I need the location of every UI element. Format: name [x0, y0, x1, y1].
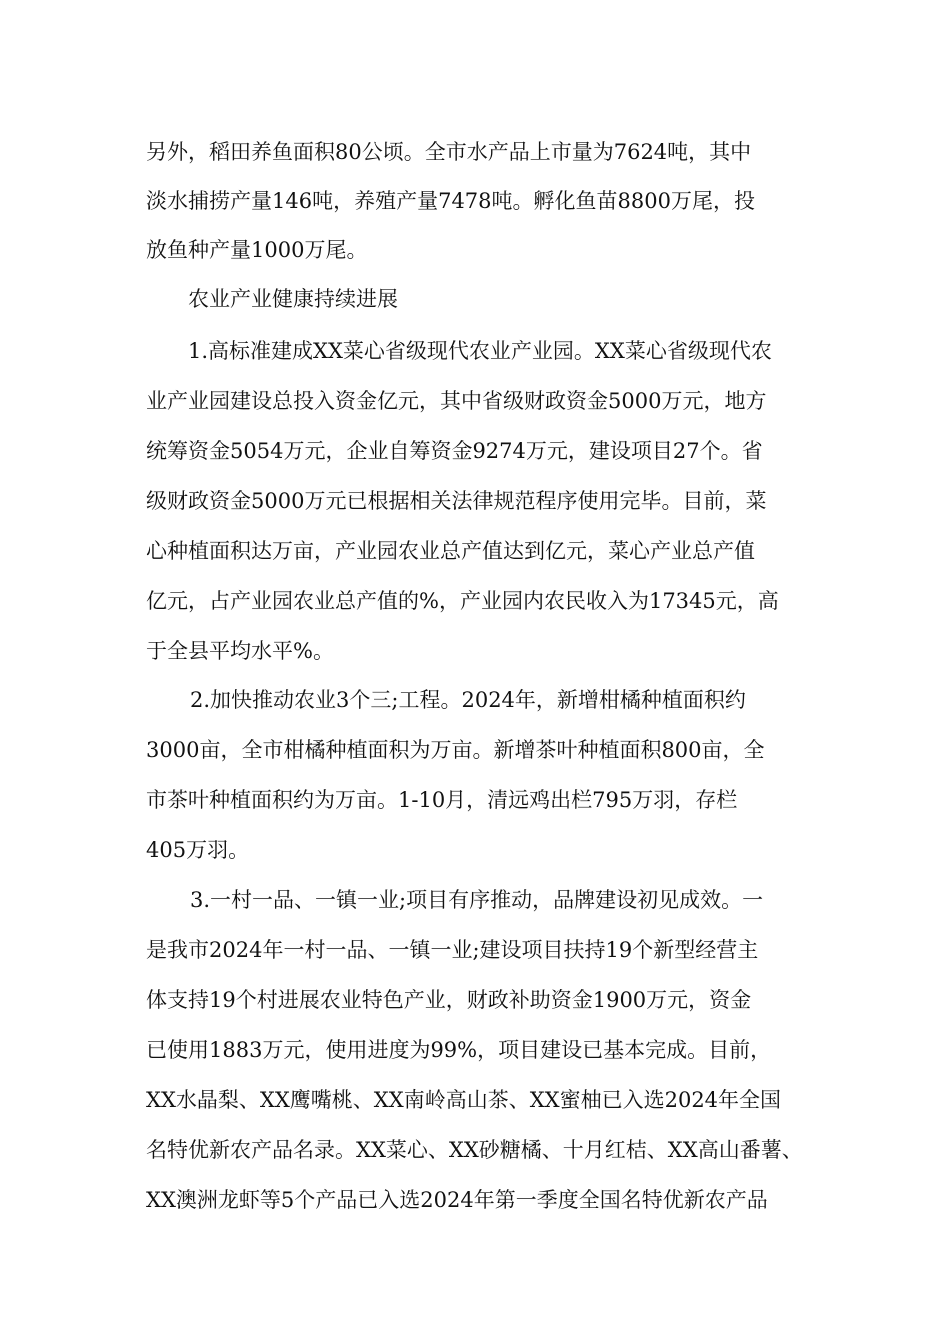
- body-line: 2.加快推动农业3个三;工程。2024年，新增柑橘种植面积约: [190, 688, 746, 712]
- body-line: 3.一村一品、一镇一业;项目有序推动，品牌建设初见成效。一: [190, 888, 764, 912]
- body-line: 另外，稻田养鱼面积80公顷。全市水产品上市量为7624吨，其中: [146, 140, 752, 164]
- body-line: 级财政资金5000万元已根据相关法律规范程序使用完毕。目前，菜: [146, 489, 767, 513]
- body-line: 是我市2024年一村一品、一镇一业;建设项目扶持19个新型经营主: [146, 938, 759, 962]
- body-line: 市茶叶种植面积约为万亩。1-10月，清远鸡出栏795万羽，存栏: [146, 788, 738, 812]
- body-line: 3000亩，全市柑橘种植面积为万亩。新增茶叶种植面积800亩，全: [146, 738, 765, 762]
- body-line: 心种植面积达万亩，产业园农业总产值达到亿元，菜心产业总产值: [146, 539, 755, 563]
- body-line: 于全县平均水平%。: [146, 639, 334, 663]
- body-line: XX水晶梨、XX鹰嘴桃、XX南岭高山茶、XX蜜柚已入选2024年全国: [146, 1088, 782, 1112]
- section-heading: 农业产业健康持续进展: [188, 287, 398, 311]
- body-line: 名特优新农产品名录。XX菜心、XX砂糖橘、十月红桔、XX高山番薯、: [146, 1138, 803, 1162]
- body-line: 亿元，占产业园农业总产值的%，产业园内农民收入为17345元，高: [146, 589, 779, 613]
- body-line: 已使用1883万元，使用进度为99%，项目建设已基本完成。目前，: [146, 1038, 772, 1062]
- body-line: 统筹资金5054万元，企业自筹资金9274万元，建设项目27个。省: [146, 439, 763, 463]
- body-line: 1.高标准建成XX菜心省级现代农业产业园。XX菜心省级现代农: [188, 339, 772, 363]
- body-line: XX澳洲龙虾等5个产品已入选2024年第一季度全国名特优新农产品: [146, 1188, 768, 1212]
- body-line: 体支持19个村进展农业特色产业，财政补助资金1900万元，资金: [146, 988, 752, 1012]
- body-line: 业产业园建设总投入资金亿元，其中省级财政资金5000万元，地方: [146, 389, 767, 413]
- body-line: 放鱼种产量1000万尾。: [146, 238, 368, 262]
- body-line: 淡水捕捞产量146吨，养殖产量7478吨。孵化鱼苗8800万尾，投: [146, 189, 755, 213]
- body-line: 405万羽。: [146, 838, 250, 862]
